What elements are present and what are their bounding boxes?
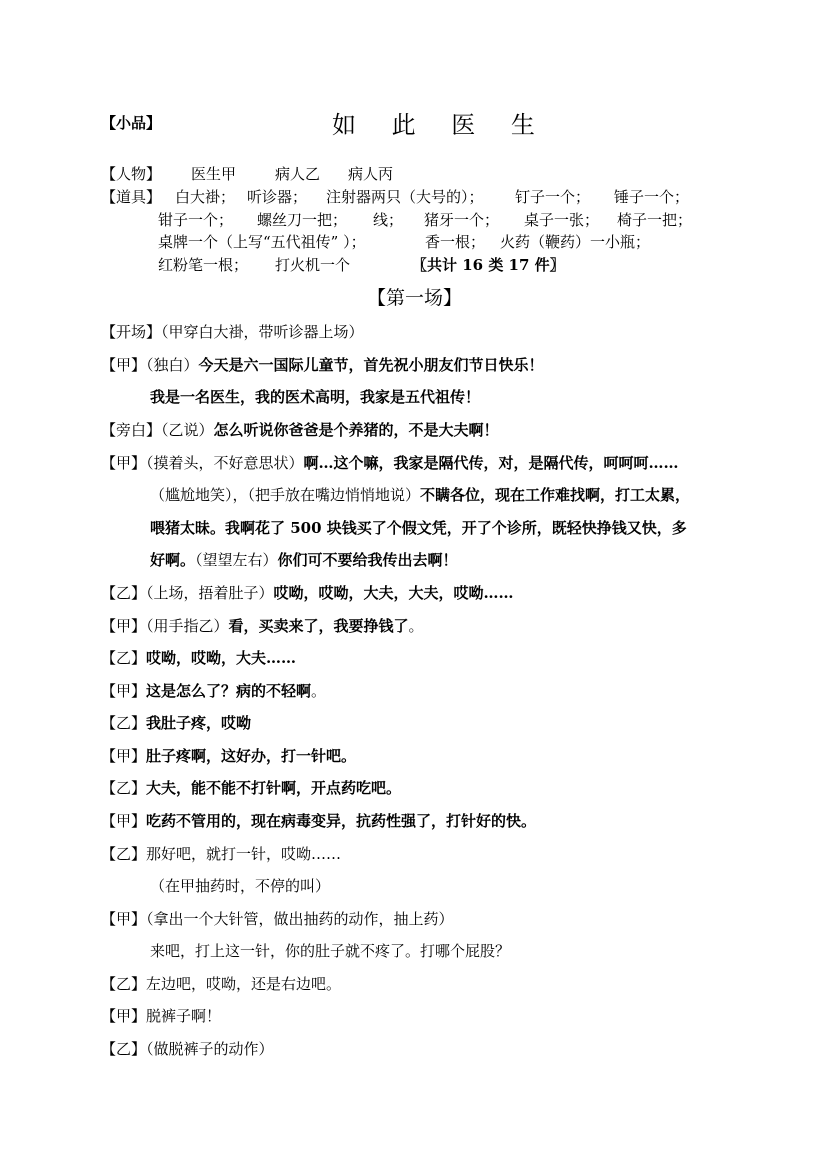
props-total: 〖共计 16 类 17 件〗	[412, 256, 565, 274]
stage-direction: （摸着头，不好意思状）	[146, 454, 304, 472]
prop-item: 钉子一个；	[515, 188, 591, 206]
dialogue: 这是怎么了？病的不轻啊	[146, 682, 312, 700]
prop-item: 桌牌一个（上写“五代祖传” ）；	[158, 233, 366, 251]
punctuation: 。	[408, 617, 424, 635]
script-line	[101, 647, 296, 669]
dialogue: 左边吧，哎呦，还是右边吧。	[146, 975, 342, 993]
speaker-tag: 【旁白】	[101, 421, 162, 439]
dialogue: 那好吧，就打一针，哎呦……	[146, 845, 342, 863]
script-line	[101, 419, 499, 441]
stage-direction: （独白）	[146, 356, 199, 374]
stage-direction: （尴尬地笑），（把手放在嘴边悄悄地说）	[150, 486, 421, 504]
speaker-tag: 【甲】	[101, 1007, 147, 1025]
props-label: 【道具】	[101, 188, 162, 206]
scene-title: 【第一场】	[367, 287, 463, 309]
prop-item: 螺丝刀一把；	[257, 211, 348, 229]
prop-item: 红粉笔一根；	[158, 256, 249, 274]
script-line	[150, 484, 690, 506]
characters-label: 【人物】	[101, 165, 162, 183]
stage-direction: （望望左右）	[195, 551, 278, 569]
script-line	[101, 810, 536, 832]
stage-direction: （用手指乙）	[146, 617, 229, 635]
prop-item: 线；	[373, 211, 404, 229]
prop-item: 白大褂；	[175, 188, 236, 206]
script-line	[101, 1038, 274, 1060]
script-line	[101, 452, 679, 474]
stage-direction: （拿出一个大针管，做出抽药的动作，抽上药）	[146, 910, 454, 928]
character-item: 病人丙	[348, 165, 394, 183]
script-line	[150, 386, 480, 408]
script-line	[101, 712, 251, 734]
speaker-tag: 【甲】	[101, 617, 147, 635]
prop-item: 香一根；	[425, 233, 486, 251]
stage-direction: （甲穿白大褂，带听诊器上场）	[161, 323, 364, 341]
script-line	[101, 615, 424, 637]
dialogue: 大夫，能不能不打针啊，开点药吃吧。	[146, 779, 402, 797]
dialogue: 来吧，打上这一针，你的肚子就不疼了。打哪个屁股？	[150, 942, 511, 960]
prop-item: 猪牙一个；	[424, 211, 500, 229]
speaker-tag: 【甲】	[101, 910, 147, 928]
script-line	[101, 777, 401, 799]
script-line	[101, 354, 544, 376]
dialogue: 好啊。	[150, 551, 196, 569]
character-item: 医生甲	[191, 165, 237, 183]
stage-direction: （上场，捂着肚子）	[146, 584, 274, 602]
script-line	[101, 680, 326, 702]
dialogue: 吃药不管用的，现在病毒变异，抗药性强了，打针好的快。	[146, 812, 537, 830]
script-line	[101, 1005, 221, 1027]
script-line	[101, 321, 364, 343]
script-line	[150, 549, 458, 571]
dialogue: 啊…这个嘛，我家是隔代传，对，是隔代传，呵呵呵……	[303, 454, 679, 472]
stage-direction: （做脱裤子的动作）	[146, 1040, 274, 1058]
speaker-tag: 【甲】	[101, 454, 147, 472]
stage-direction: （乙说）	[161, 421, 214, 439]
dialogue: 肚子疼啊，这好办，打一针吧。	[146, 747, 357, 765]
script-line	[101, 582, 514, 604]
speaker-tag: 【乙】	[101, 584, 147, 602]
dialogue: 哎呦，哎呦，大夫……	[146, 649, 297, 667]
speaker-tag: 【乙】	[101, 779, 147, 797]
prop-item: 桌子一张；	[524, 211, 600, 229]
speaker-tag: 【开场】	[101, 323, 162, 341]
stage-direction: （在甲抽药时，不停的叫）	[150, 877, 331, 895]
dialogue: 你们可不要给我传出去啊！	[277, 551, 458, 569]
speaker-tag: 【乙】	[101, 845, 147, 863]
dialogue: 怎么听说你爸爸是个养猪的，不是大夫啊！	[213, 421, 499, 439]
prop-item: 打火机一个	[275, 256, 351, 274]
prop-item: 听诊器；	[247, 188, 308, 206]
dialogue: 哎呦，哎呦，大夫，大夫，哎呦……	[273, 584, 514, 602]
script-line	[150, 940, 510, 962]
prop-item: 椅子一把；	[617, 211, 693, 229]
script-line	[101, 973, 341, 995]
prop-item: 钳子一个；	[158, 211, 234, 229]
speaker-tag: 【乙】	[101, 1040, 147, 1058]
speaker-tag: 【甲】	[101, 682, 147, 700]
punctuation: 。	[311, 682, 327, 700]
prop-item: 火药（鞭药）一小瓶；	[500, 233, 651, 251]
script-line	[101, 908, 454, 930]
dialogue: 我是一名医生，我的医术高明，我家是五代祖传！	[150, 388, 481, 406]
speaker-tag: 【甲】	[101, 356, 147, 374]
speaker-tag: 【乙】	[101, 714, 147, 732]
dialogue: 喂猪太昧。我啊花了 500 块钱买了个假文凭，开了个诊所，既轻快挣钱又快，多	[150, 519, 687, 537]
dialogue: 不瞒各位，现在工作难找啊，打工太累，	[420, 486, 691, 504]
speaker-tag: 【甲】	[101, 747, 147, 765]
speaker-tag: 【乙】	[101, 975, 147, 993]
page-title: 如 此 医 生	[332, 111, 549, 139]
dialogue: 我肚子疼，哎呦	[146, 714, 252, 732]
genre-label: 【小品】	[101, 114, 162, 132]
dialogue: 看，买卖来了，我要挣钱了	[228, 617, 409, 635]
dialogue: 脱裤子啊！	[146, 1007, 222, 1025]
dialogue: 今天是六一国际儿童节，首先祝小朋友们节日快乐！	[198, 356, 544, 374]
prop-item: 注射器两只（大号的）；	[326, 188, 484, 206]
script-line	[150, 875, 330, 897]
speaker-tag: 【甲】	[101, 812, 147, 830]
prop-item: 锤子一个；	[614, 188, 690, 206]
speaker-tag: 【乙】	[101, 649, 147, 667]
character-item: 病人乙	[275, 165, 321, 183]
script-line	[101, 745, 356, 767]
script-line	[101, 843, 341, 865]
script-line	[150, 517, 687, 539]
